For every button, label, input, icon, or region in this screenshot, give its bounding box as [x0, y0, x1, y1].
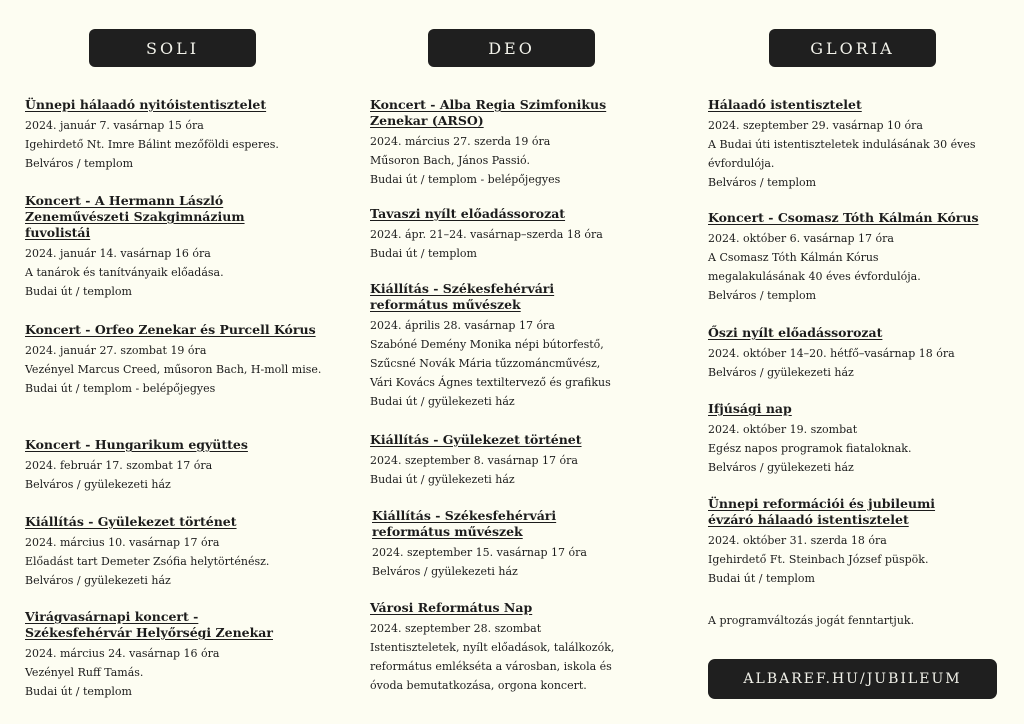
event	[370, 206, 670, 263]
event	[708, 496, 1008, 588]
event	[370, 281, 670, 411]
event-description: Igehirdető Nt. Imre Bálint mezőföldi esperes.	[25, 138, 279, 151]
event-location: Budai út / templom - belépőjegyes	[370, 173, 561, 186]
event	[372, 508, 672, 581]
event-title: Kiállítás - Székesfehérvári református művészek	[372, 508, 557, 539]
event-description: A Csomasz Tóth Kálmán Kórus megalakulásának 40 éves évfordulója.	[708, 251, 921, 283]
event-title: Kiállítás - Gyülekezet történet	[25, 514, 237, 529]
event-location: Belváros / gyülekezeti ház	[372, 565, 518, 578]
event-location: Budai út / templom	[25, 285, 132, 298]
event	[25, 437, 340, 494]
event-date: 2024. szeptember 28. szombat	[370, 622, 542, 635]
event-title: Koncert - Csomasz Tóth Kálmán Kórus	[708, 210, 979, 225]
event-date: 2024. február 17. szombat 17 óra	[25, 459, 213, 472]
header-gloria	[769, 29, 936, 67]
event-title: Koncert - Hungarikum együttes	[25, 437, 248, 452]
event	[370, 97, 670, 189]
event-location: Belváros / templom	[25, 157, 134, 170]
event-title: Tavaszi nyílt előadássorozat	[370, 206, 566, 221]
event-date: 2024. szeptember 8. vasárnap 17 óra	[370, 454, 578, 467]
event-date: 2024. március 24. vasárnap 16 óra	[25, 647, 220, 660]
event	[25, 322, 340, 398]
website-url-link[interactable]	[708, 659, 997, 699]
event-date: 2024. október 6. vasárnap 17 óra	[708, 232, 894, 245]
event	[370, 600, 670, 695]
event-date: 2024. január 14. vasárnap 16 óra	[25, 247, 211, 260]
event-description: óvoda bemutatkozása, orgona koncert.	[370, 679, 587, 692]
event-title: Virágvasárnapi koncert - Székesfehérvár Helyőrségi Zenekar	[25, 609, 273, 640]
event-description: Vezényel Ruff Tamás.	[25, 666, 144, 679]
event-title: Hálaadó istentisztelet	[708, 97, 862, 112]
website-url-label: ALBAREF.HU/JUBILEUM	[743, 671, 962, 687]
event-location: Budai út / templom - belépőjegyes	[25, 382, 216, 395]
event-description: Szabóné Demény Monika népi bútorfestő,	[370, 338, 604, 351]
event-title: Koncert - Orfeo Zenekar és Purcell Kórus	[25, 322, 316, 337]
event-description: A tanárok és tanítványaik előadása.	[25, 266, 224, 279]
event-description: A Budai úti istentiszteletek indulásának 30 éves évfordulója.	[708, 138, 976, 170]
event-title: Városi Református Nap	[370, 600, 533, 615]
event-date: 2024. január 7. vasárnap 15 óra	[25, 119, 204, 132]
header-soli-label: SOLI	[145, 38, 200, 58]
event-title: Koncert - Alba Regia Szimfonikus Zenekar (ARSO)	[370, 97, 607, 128]
event-description: Műsoron Bach, János Passió.	[370, 154, 530, 167]
event	[25, 193, 340, 301]
event-location: Budai út / gyülekezeti ház	[370, 395, 515, 408]
event-location: Belváros / templom	[708, 176, 817, 189]
event-date: 2024. március 10. vasárnap 17 óra	[25, 536, 220, 549]
event-location: Belváros / gyülekezeti ház	[708, 461, 854, 474]
event	[25, 97, 340, 173]
event-date: 2024. szeptember 29. vasárnap 10 óra	[708, 119, 923, 132]
event	[25, 514, 340, 590]
event-location: Budai út / gyülekezeti ház	[370, 473, 515, 486]
event-location: Budai út / templom	[708, 572, 815, 585]
event-location: Belváros / templom	[708, 289, 817, 302]
event-date: 2024. október 14–20. hétfő–vasárnap 18 óra	[708, 347, 955, 360]
event-description: Egész napos programok fiataloknak.	[708, 442, 912, 455]
event-title: Kiállítás - Gyülekezet történet	[370, 432, 582, 447]
event	[708, 325, 1008, 382]
header-gloria-label: GLORIA	[810, 38, 895, 58]
event-location: Belváros / gyülekezeti ház	[25, 574, 171, 587]
event-description: Előadást tart Demeter Zsófia helytörténész.	[25, 555, 270, 568]
event-location: Belváros / gyülekezeti ház	[25, 478, 171, 491]
event-date: 2024. április 28. vasárnap 17 óra	[370, 319, 555, 332]
event-description: Vári Kovács Ágnes textiltervező és grafikus	[370, 376, 611, 389]
event-title: Ifjúsági nap	[708, 401, 792, 416]
event-location: Belváros / gyülekezeti ház	[708, 366, 854, 379]
event-location: Budai út / templom	[370, 247, 477, 260]
header-deo	[428, 29, 595, 67]
event-title: Őszi nyílt előadássorozat	[708, 325, 883, 340]
event-title: Koncert - A Hermann László Zeneművészeti Szakgimnázium fuvolistái	[25, 193, 245, 240]
event	[708, 401, 1008, 477]
event-location: Budai út / templom	[25, 685, 132, 698]
event	[370, 432, 670, 489]
event	[708, 97, 1008, 192]
event-date: 2024. október 31. szerda 18 óra	[708, 534, 887, 547]
event-date: 2024. szeptember 15. vasárnap 17 óra	[372, 546, 587, 559]
event-description: Igehirdető Ft. Steinbach József püspök.	[708, 553, 929, 566]
event	[25, 609, 340, 701]
event-date: 2024. ápr. 21–24. vasárnap–szerda 18 óra	[370, 228, 603, 241]
header-deo-label: DEO	[488, 38, 535, 58]
event-description: Istentiszteletek, nyílt előadások, találkozók,	[370, 641, 615, 654]
disclaimer-note: A programváltozás jogát fenntartjuk.	[708, 614, 915, 627]
event-title: Ünnepi reformációi és jubileumi évzáró hálaadó istentisztelet	[708, 496, 936, 527]
event-description: 2024. január 27. szombat 19 óra	[25, 344, 207, 357]
event-description: Szűcsné Novák Mária tűzzománcművész,	[370, 357, 601, 370]
header-soli	[89, 29, 256, 67]
event-title: Ünnepi hálaadó nyitóistentisztelet	[25, 97, 267, 112]
event	[708, 210, 1008, 305]
event-title: Kiállítás - Székesfehérvári református művészek	[370, 281, 555, 312]
event-date: 2024. március 27. szerda 19 óra	[370, 135, 551, 148]
event-date: 2024. október 19. szombat	[708, 423, 858, 436]
event-description: református emlékséta a városban, iskola és	[370, 660, 612, 673]
event-description: Vezényel Marcus Creed, műsoron Bach, H-moll mise.	[25, 363, 322, 376]
